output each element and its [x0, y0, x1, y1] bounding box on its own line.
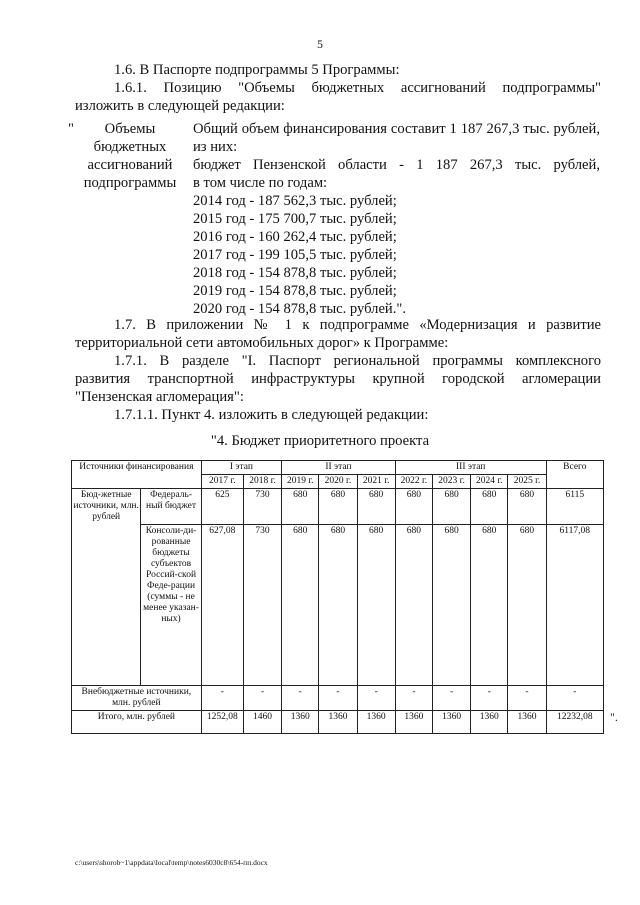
table-cell: - [432, 686, 470, 711]
table-row [72, 525, 604, 686]
table-closing-quote: ". [610, 710, 618, 724]
table-total-cell: - [546, 686, 603, 711]
table-total-cell: 12232,08 [546, 711, 603, 734]
year-header: 2025 г. [508, 475, 546, 489]
passport-values [193, 120, 600, 318]
table-cell: 680 [432, 489, 470, 525]
para-1-7-1-1: 1.7.1.1. Пункт 4. изложить в следующей редакции: [114, 407, 429, 423]
para-1-7-line-2: территориальной сети автомобильных дорог» к Программе: [75, 335, 449, 351]
table-cell: 1460 [243, 711, 281, 734]
table-cell: 1360 [508, 711, 546, 734]
table-cell: - [357, 686, 395, 711]
header-stage-2: II этап [282, 461, 396, 475]
footer-file-path: c:\users\shorob~1\appdata\local\temp\notes6030c8\654-пп.docx [75, 858, 268, 867]
passport-value-line: 2019 год - 154 878,8 тыс. рублей; [193, 283, 397, 299]
year-header: 2018 г. [243, 475, 281, 489]
table-header-row [72, 461, 604, 475]
table-cell: 625 [201, 489, 243, 525]
table-cell: 1360 [395, 711, 432, 734]
table-row [72, 686, 604, 711]
table-cell: 680 [357, 489, 395, 525]
table-cell: 730 [243, 525, 281, 686]
passport-value-line: 2015 год - 175 700,7 тыс. рублей; [193, 211, 397, 227]
header-sources: Источники финансирования [72, 461, 202, 489]
para-1-7-1-line-1: 1.7.1. В разделе "I. Паспорт региональной программы комплексного [114, 353, 601, 369]
passport-value-line: бюджет Пензенской области - 1 187 267,3 тыс. рублей, [193, 157, 600, 173]
table-cell: 1360 [282, 711, 319, 734]
para-1-6: 1.6. В Паспорте подпрограммы 5 Программы: [114, 62, 400, 78]
table-title: "4. Бюджет приоритетного проекта [210, 433, 430, 449]
table-cell: 1252,08 [201, 711, 243, 734]
table-cell: - [282, 686, 319, 711]
passport-value-line: 2016 год - 160 262,4 тыс. рублей; [193, 229, 397, 245]
row-label: Итого, млн. рублей [72, 711, 202, 734]
table-cell: 1360 [319, 711, 357, 734]
year-header: 2021 г. [357, 475, 395, 489]
table-row [72, 711, 604, 734]
passport-label-line: ассигнований [87, 157, 173, 173]
year-header: 2023 г. [432, 475, 470, 489]
year-header: 2019 г. [282, 475, 319, 489]
passport-label-line: подпрограммы [83, 175, 177, 191]
table-cell: 1360 [471, 711, 508, 734]
budget-sources-label: Бюд-жетные источники, млн. рублей [72, 489, 141, 686]
table-cell: - [243, 686, 281, 711]
table-cell: - [395, 686, 432, 711]
table-cell: 680 [471, 525, 508, 686]
table-cell: - [471, 686, 508, 711]
header-stage-3: III этап [395, 461, 546, 475]
table-cell: 680 [395, 489, 432, 525]
table-cell: 680 [319, 489, 357, 525]
passport-open-quote: " [68, 121, 74, 137]
table-cell: 680 [508, 489, 546, 525]
header-total: Всего [546, 461, 603, 489]
page-number: 5 [317, 37, 323, 51]
table-cell: 680 [471, 489, 508, 525]
passport-value-line: 2020 год - 154 878,8 тыс. рублей.". [193, 301, 406, 317]
table-cell: 680 [432, 525, 470, 686]
year-header: 2024 г. [471, 475, 508, 489]
table-cell: 730 [243, 489, 281, 525]
table-total-cell: 6115 [546, 489, 603, 525]
passport-label-line: бюджетных [93, 139, 167, 155]
year-header: 2020 г. [319, 475, 357, 489]
para-1-7-1-line-3: "Пензенская агломерация": [75, 389, 244, 405]
table-cell: 680 [282, 525, 319, 686]
year-header: 2017 г. [201, 475, 243, 489]
table-cell: - [319, 686, 357, 711]
para-1-7-line-1: 1.7. В приложении № 1 к подпрограмме «Модернизация и развитие [114, 317, 601, 333]
table-cell: 680 [357, 525, 395, 686]
passport-value-line: из них: [193, 139, 238, 155]
table-cell: 680 [508, 525, 546, 686]
passport-value-line: в том числе по годам: [193, 175, 328, 191]
passport-value-line: 2014 год - 187 562,3 тыс. рублей; [193, 193, 397, 209]
table-cell: 1360 [432, 711, 470, 734]
row-label: Внебюджетные источники, млн. рублей [72, 686, 202, 711]
row-label: Федераль-ный бюджет [141, 489, 201, 525]
table-cell: 627,08 [201, 525, 243, 686]
table-total-cell: 6117,08 [546, 525, 603, 686]
passport-label [75, 120, 185, 192]
table-cell: - [508, 686, 546, 711]
passport-label-line: Объемы [104, 121, 156, 137]
passport-value-line: 2018 год - 154 878,8 тыс. рублей; [193, 265, 397, 281]
passport-value-line: 2017 год - 199 105,5 тыс. рублей; [193, 247, 397, 263]
row-label: Консоли-ди-рованные бюджеты субъектов Россий-ской Феде-рации (суммы - не менее указан-ных) [141, 525, 201, 686]
table-cell: 1360 [357, 711, 395, 734]
table-cell: 680 [395, 525, 432, 686]
header-stage-1: I этап [201, 461, 281, 475]
budget-table [71, 460, 604, 734]
table-row [72, 489, 604, 525]
table-cell: - [201, 686, 243, 711]
para-1-6-1-line-1: 1.6.1. Позицию "Объемы бюджетных ассигнований подпрограммы" [114, 80, 601, 96]
table-cell: 680 [319, 525, 357, 686]
table-cell: 680 [282, 489, 319, 525]
year-header: 2022 г. [395, 475, 432, 489]
para-1-6-1-line-2: изложить в следующей редакции: [75, 98, 285, 114]
para-1-7-1-line-2: развития транспортной инфраструктуры крупной городской агломерации [75, 371, 601, 387]
passport-value-line: Общий объем финансирования составит 1 187 267,3 тыс. рублей, [193, 121, 600, 137]
